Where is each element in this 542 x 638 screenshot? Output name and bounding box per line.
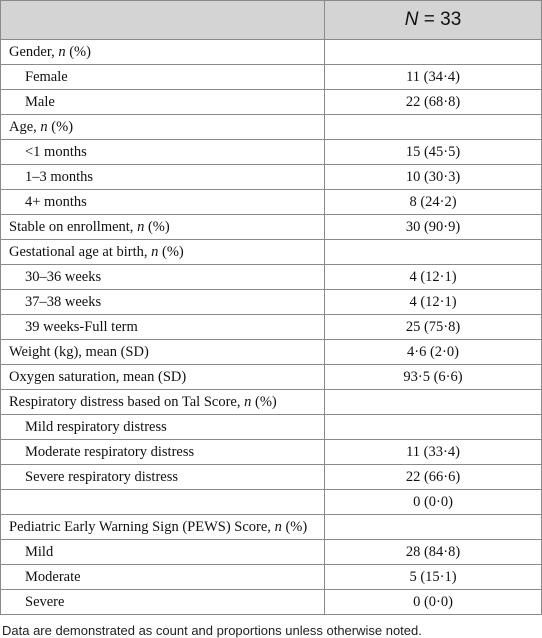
row-value: 0 (0·0) [325,490,542,515]
row-label: Male [1,90,325,115]
table-row [1,565,542,590]
row-value: 5 (15·1) [325,565,542,590]
row-label: 1–3 months [1,165,325,190]
row-value: 28 (84·8) [325,540,542,565]
row-label: Respiratory distress based on Tal Score, n (%) [1,390,325,415]
table-row [1,165,542,190]
row-label: Oxygen saturation, mean (SD) [1,365,325,390]
table-row [1,390,542,415]
row-label: <1 months [1,140,325,165]
table-row [1,590,542,615]
row-label [1,490,325,515]
table-row [1,240,542,265]
row-value: 4 (12·1) [325,290,542,315]
row-value: 4 (12·1) [325,265,542,290]
table-row [1,40,542,65]
row-label: Stable on enrollment, n (%) [1,215,325,240]
row-label: Female [1,65,325,90]
row-label: 4+ months [1,190,325,215]
row-label: Gestational age at birth, n (%) [1,240,325,265]
table-row [1,115,542,140]
row-label: Moderate respiratory distress [1,440,325,465]
row-label: Mild respiratory distress [1,415,325,440]
row-label: Pediatric Early Warning Sign (PEWS) Score, n (%) [1,515,325,540]
row-value: 25 (75·8) [325,315,542,340]
row-value [325,390,542,415]
row-value: 22 (68·8) [325,90,542,115]
row-value: 15 (45·5) [325,140,542,165]
table-row [1,415,542,440]
row-value: 0 (0·0) [325,590,542,615]
row-value [325,415,542,440]
row-value [325,115,542,140]
row-label: Weight (kg), mean (SD) [1,340,325,365]
row-label: Mild [1,540,325,565]
table-row [1,315,542,340]
table-row [1,465,542,490]
row-value: 11 (34·4) [325,65,542,90]
table-row [1,440,542,465]
table-row [1,290,542,315]
row-label: Moderate [1,565,325,590]
table-row [1,490,542,515]
table-row [1,265,542,290]
row-value [325,240,542,265]
row-label: 39 weeks-Full term [1,315,325,340]
table-row [1,90,542,115]
table-footnote: Data are demonstrated as count and proportions unless otherwise noted. [2,623,422,638]
row-value: 11 (33·4) [325,440,542,465]
header-empty-cell [1,1,325,40]
row-label: Severe [1,590,325,615]
row-label: 37–38 weeks [1,290,325,315]
table-header-row [1,1,542,40]
row-value: 30 (90·9) [325,215,542,240]
row-value: 22 (66·6) [325,465,542,490]
row-label: Severe respiratory distress [1,465,325,490]
row-value: 4·6 (2·0) [325,340,542,365]
row-label: Age, n (%) [1,115,325,140]
table-body [1,40,542,615]
table-row [1,515,542,540]
table-row [1,340,542,365]
row-value: 93·5 (6·6) [325,365,542,390]
row-label: 30–36 weeks [1,265,325,290]
table-row [1,190,542,215]
table-row [1,540,542,565]
header-n-cell: N = 33 [325,1,542,40]
table-row [1,365,542,390]
table-row [1,140,542,165]
table-row [1,65,542,90]
row-value: 8 (24·2) [325,190,542,215]
row-value [325,40,542,65]
row-label: Gender, n (%) [1,40,325,65]
row-value [325,515,542,540]
table-row [1,215,542,240]
row-value: 10 (30·3) [325,165,542,190]
